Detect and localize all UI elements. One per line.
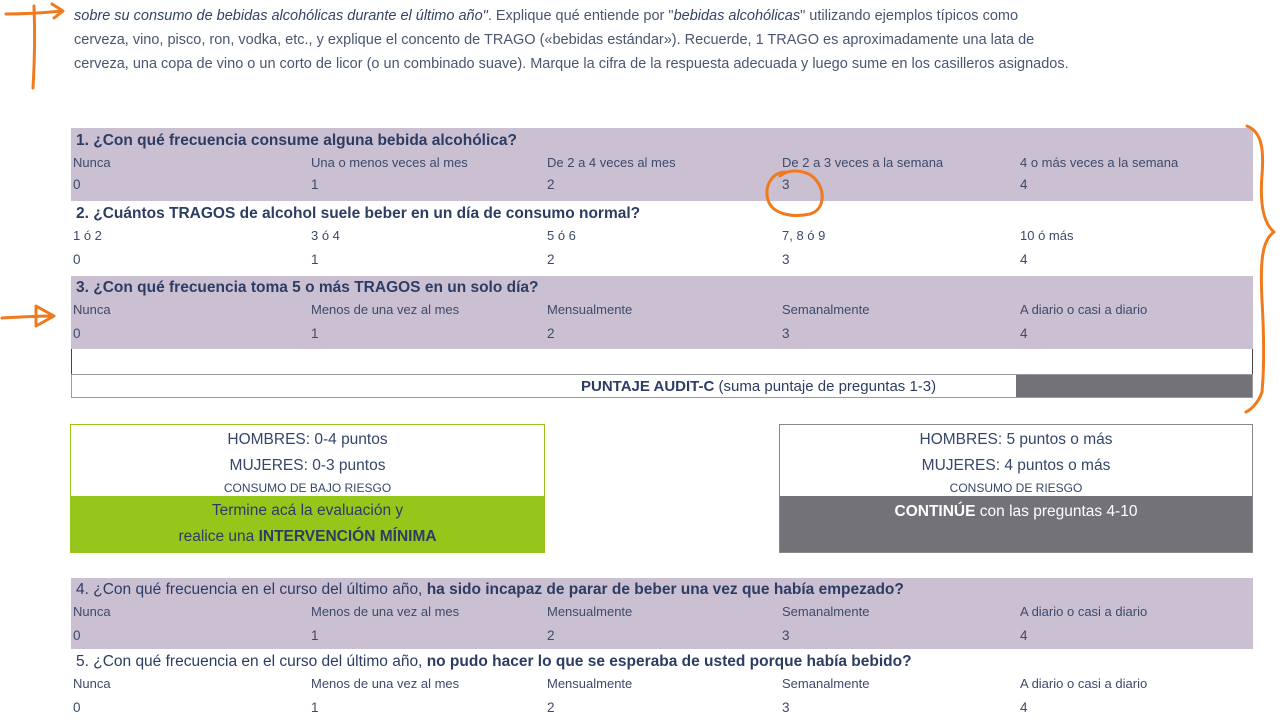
score[interactable]: 2 [547, 628, 555, 643]
top-arrow-annotation [6, 4, 63, 88]
intro-line-2: cerveza, vino, pisco, ron, vodka, etc., y explique el concento de TRAGO («bebidas estándar»). Recuerde, 1 TRAGO es aproximadamente una lata de [74, 32, 1035, 48]
score[interactable]: 0 [73, 628, 81, 643]
question-2-options [71, 225, 1253, 249]
option[interactable]: 4 o más veces a la semana [1020, 155, 1179, 170]
option[interactable]: Semanalmente [782, 676, 870, 691]
question-5-scores [71, 697, 1253, 719]
option[interactable]: Semanalmente [782, 604, 870, 619]
option[interactable]: A diario o casi a diario [1020, 604, 1148, 619]
question-4-title-a: 4. ¿Con qué frecuencia en el curso del último año, [76, 581, 427, 598]
question-5-title-b: no pudo hacer lo que se esperaba de usted porque había bebido? [426, 653, 912, 670]
audit-c-label [581, 378, 936, 395]
option[interactable]: Nunca [73, 604, 111, 619]
question-4-title [71, 578, 1253, 601]
score[interactable]: 4 [1020, 628, 1028, 643]
option[interactable]: De 2 a 3 veces a la semana [782, 155, 944, 170]
question-1-options [71, 152, 1253, 174]
audit-c-score-field[interactable] [1016, 375, 1252, 397]
question-2-title: 2. ¿Cuántos TRAGOS de alcohol suele beber en un día de consumo normal? [76, 205, 641, 222]
option[interactable]: Mensualmente [547, 302, 633, 317]
option[interactable]: A diario o casi a diario [1020, 302, 1148, 317]
high-risk-action-bold: CONTINÚE [894, 503, 976, 520]
score[interactable]: 4 [1020, 252, 1028, 267]
question-3 [71, 276, 1253, 349]
intro-italic-2: bebidas alcohólicas [673, 8, 801, 24]
score-input-row[interactable] [71, 349, 1253, 374]
option[interactable]: 1 ó 2 [73, 228, 102, 243]
score[interactable]: 2 [547, 700, 555, 715]
score[interactable]: 3 [782, 628, 790, 643]
question-4-title-b: ha sido incapaz de parar de beber una vez que había empezado? [426, 581, 904, 598]
score[interactable]: 0 [73, 177, 81, 192]
low-risk-men: HOMBRES: 0-4 puntos [227, 431, 388, 448]
option[interactable]: Una o menos veces al mes [311, 155, 468, 170]
score[interactable]: 1 [311, 326, 319, 341]
question-4-options [71, 601, 1253, 625]
low-risk-action-line2 [71, 524, 544, 550]
low-risk-box [70, 424, 545, 553]
option[interactable]: Semanalmente [782, 302, 870, 317]
score[interactable]: 4 [1020, 326, 1028, 341]
option[interactable]: Mensualmente [547, 604, 633, 619]
score[interactable]: 1 [311, 252, 319, 267]
question-5-title [71, 651, 1253, 673]
intro-text: . Explique qué entiende por " [487, 8, 674, 24]
score[interactable]: 1 [311, 700, 319, 715]
low-risk-action-text: realice una [178, 528, 259, 545]
audit-c-score-bar [71, 374, 1253, 398]
arrow-annotation [2, 306, 54, 326]
high-risk-box [779, 424, 1253, 553]
intro-italic: sobre su consumo de bebidas alcohólicas durante el último año" [74, 8, 488, 24]
score[interactable]: 0 [73, 252, 81, 267]
instructions-text [74, 4, 1254, 76]
question-1-title: 1. ¿Con qué frecuencia consume alguna bebida alcohólica? [76, 132, 517, 149]
score[interactable]: 3 [782, 700, 790, 715]
score[interactable]: 4 [1020, 177, 1028, 192]
question-3-options [71, 299, 1253, 323]
option[interactable]: Menos de una vez al mes [311, 302, 460, 317]
score[interactable]: 2 [547, 177, 555, 192]
audit-c-title: PUNTAJE AUDIT-C [581, 378, 715, 395]
question-3-title: 3. ¿Con qué frecuencia toma 5 o más TRAGOS en un solo día? [76, 279, 539, 296]
low-risk-women: MUJERES: 0-3 puntos [229, 457, 386, 474]
audit-c-subtitle: (suma puntaje de preguntas 1-3) [714, 378, 937, 395]
high-risk-label: CONSUMO DE RIESGO [949, 481, 1083, 495]
score[interactable]: 2 [547, 252, 555, 267]
score[interactable]: 0 [73, 326, 81, 341]
question-5 [71, 651, 1253, 720]
question-4-scores [71, 625, 1253, 647]
option[interactable]: Menos de una vez al mes [311, 676, 460, 691]
low-risk-action [71, 496, 544, 552]
question-2-scores [71, 249, 1253, 273]
option[interactable]: Mensualmente [547, 676, 633, 691]
question-5-options [71, 673, 1253, 697]
option[interactable]: Nunca [73, 676, 111, 691]
option[interactable]: Nunca [73, 155, 111, 170]
score[interactable]: 3 [782, 252, 790, 267]
option[interactable]: Menos de una vez al mes [311, 604, 460, 619]
score[interactable]: 0 [73, 700, 81, 715]
question-1 [71, 128, 1253, 201]
low-risk-action-bold: INTERVENCIÓN MÍNIMA [258, 528, 437, 545]
high-risk-women: MUJERES: 4 puntos o más [921, 457, 1111, 474]
high-risk-action-text: con las preguntas 4-10 [975, 503, 1138, 520]
option[interactable]: 3 ó 4 [311, 228, 340, 243]
low-risk-label: CONSUMO DE BAJO RIESGO [223, 481, 392, 495]
score[interactable]: 1 [311, 177, 319, 192]
option[interactable]: 7, 8 ó 9 [782, 228, 826, 243]
option[interactable]: De 2 a 4 veces al mes [547, 155, 676, 170]
option[interactable]: 5 ó 6 [547, 228, 576, 243]
option[interactable]: Nunca [73, 302, 111, 317]
option[interactable]: 10 ó más [1020, 228, 1074, 243]
option[interactable]: A diario o casi a diario [1020, 676, 1148, 691]
question-2 [71, 203, 1253, 275]
intro-line-3: cerveza, una copa de vino o un corto de licor (o un combinado suave). Marque la cifra de la respuesta adecuada y luego sume en los casilleros asignados. [74, 56, 1069, 72]
high-risk-action [780, 496, 1252, 552]
score[interactable]: 2 [547, 326, 555, 341]
question-4 [71, 578, 1253, 649]
score-selected[interactable]: 3 [782, 177, 790, 192]
question-3-scores [71, 323, 1253, 347]
intro-text-end: " utilizando ejemplos típicos como [800, 8, 1019, 24]
question-1-scores [71, 174, 1253, 198]
score[interactable]: 1 [311, 628, 319, 643]
score[interactable]: 4 [1020, 700, 1028, 715]
score[interactable]: 3 [782, 326, 790, 341]
high-risk-men: HOMBRES: 5 puntos o más [919, 431, 1113, 448]
question-5-title-a: 5. ¿Con qué frecuencia en el curso del último año, [76, 653, 427, 670]
low-risk-action-line1: Termine acá la evaluación y [211, 502, 404, 519]
